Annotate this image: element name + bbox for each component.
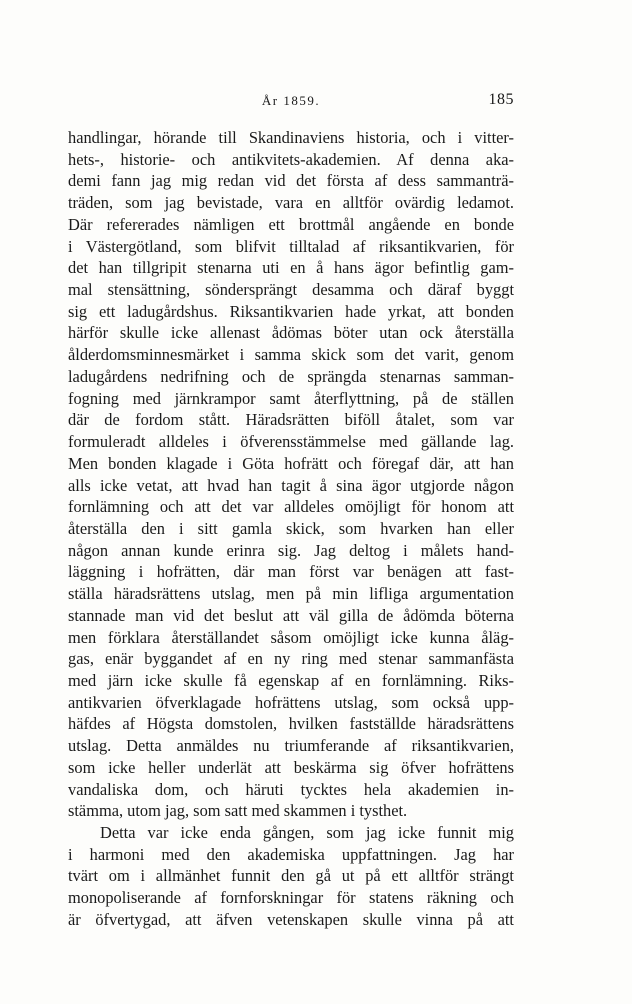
text-line: stannade man vid det beslut att väl gilla de ådömda böterna (68, 605, 514, 625)
text-line: utslag. Detta anmäldes nu triumferande af riksantikvarien, (68, 736, 514, 756)
text-line: återställa den i sitt gamla skick, som hvarken han eller (68, 518, 514, 538)
text-line: träden, som jag bevistade, vara en alltför ovärdig ledamot. (68, 193, 514, 213)
text-line: formuleradt alldeles i öfverensstämmelse med gällande lag. (68, 432, 514, 452)
text-line: i Västergötland, som blifvit tilltalad af riksantikvarien, för (68, 236, 514, 256)
text-line: sig ett ladugårdshus. Riksantikvarien hade yrkat, att bonden (68, 301, 514, 321)
running-header (68, 93, 514, 111)
text-line: Men bonden klagade i Göta hofrätt och föregaf där, att han (68, 453, 514, 473)
text-line: Där refererades nämligen ett brottmål angående en bonde (68, 214, 514, 234)
text-line: ålderdomsminnesmärket i samma skick som det varit, genom (68, 345, 514, 365)
text-line: häfdes af Högsta domstolen, hvilken fastställde häradsrättens (68, 714, 514, 734)
text-line: fogning med järnkrampor samt återflyttning, på de ställen (68, 388, 514, 408)
text-line: det han tillgripit stenarna uti en å hans ägor befintlig gam- (68, 258, 514, 278)
text-line: med järn icke skulle få egenskap af en fornlämning. Riks- (68, 670, 514, 690)
text-line: hets-, historie- och antikvitets-akademien. Af denna aka- (68, 149, 514, 169)
text-line: fornlämning och att det var alldeles omöjligt för honom att (68, 497, 514, 517)
text-line: antikvarien öfverklagade hofrättens utslag, som också upp- (68, 692, 514, 712)
text-line: mal stensättning, söndersprängt desamma och däraf byggt (68, 280, 514, 300)
text-line: ställa häradsrättens utslag, men på min lifliga argumentation (68, 584, 514, 604)
text-line: härför skulle icke allenast ådömas böter utan ock återställa (68, 323, 514, 343)
running-header-title: År 1859. (261, 93, 321, 108)
page-number: 185 (488, 91, 514, 108)
text-line: som icke heller underlät att beskärma sig öfver hofrättens (68, 757, 514, 777)
text-line-paragraph-start: Detta var icke enda gången, som jag icke funnit mig (100, 823, 514, 842)
text-line: tvärt om i allmänhet funnit den gå ut på ett alltför strängt (68, 866, 514, 886)
text-line-paragraph-end: stämma, utom jag, som satt med skammen i tysthet. (68, 801, 408, 821)
text-line: där de fordom stått. Häradsrätten biföll åtalet, som var (68, 410, 514, 430)
text-line: är öfvertygad, att äfven vetenskapen skulle vinna på att (68, 909, 514, 929)
text-line: handlingar, hörande till Skandinaviens historia, och i vitter- (68, 128, 514, 147)
text-line: läggning i hofrätten, där man först var benägen att fast- (68, 562, 514, 582)
text-line: gas, enär byggandet af en ny ring med stenar sammanfästa (68, 649, 514, 669)
text-line: i harmoni med den akademiska uppfattningen. Jag har (68, 844, 514, 864)
text-line: någon annan kunde erinra sig. Jag deltog i målets hand- (68, 540, 514, 560)
text-line: monopoliserande af fornforskningar för statens räkning och (68, 888, 514, 908)
text-line: men förklara återställandet såsom omöjligt icke kunna åläg- (68, 627, 514, 647)
text-line: demi fann jag mig redan vid det första af dess sammanträ- (68, 171, 514, 191)
text-line: ladugårdens nedrifning och de sprängda stenarnas samman- (68, 366, 514, 386)
text-line: vandaliska dom, och häruti tycktes hela akademien in- (68, 779, 514, 799)
text-line: alls icke vetat, att hvad han tagit å sina ägor utgjorde någon (68, 475, 514, 495)
body-text (68, 127, 514, 931)
